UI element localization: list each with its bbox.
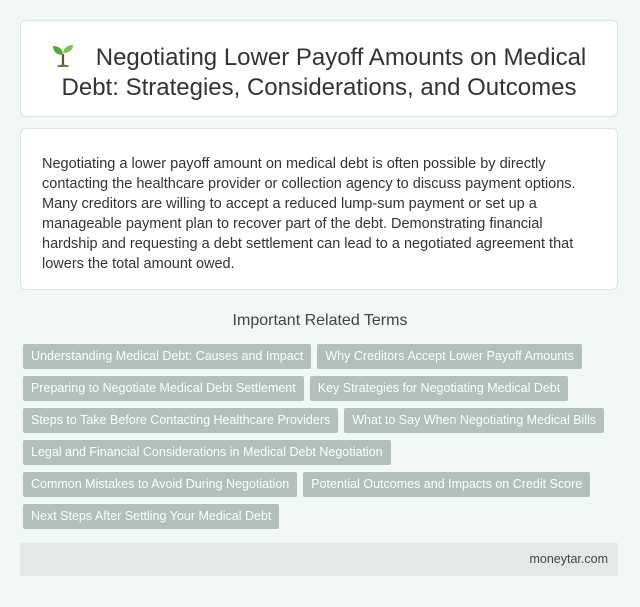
term-tag[interactable]: Preparing to Negotiate Medical Debt Settlement xyxy=(23,376,304,401)
term-row xyxy=(23,376,623,408)
term-tag[interactable]: What to Say When Negotiating Medical Bills xyxy=(344,408,604,433)
term-row xyxy=(23,504,623,536)
term-tag[interactable]: Steps to Take Before Contacting Healthcare Providers xyxy=(23,408,338,433)
term-tag[interactable]: Key Strategies for Negotiating Medical Debt xyxy=(310,376,569,401)
term-tag[interactable]: Why Creditors Accept Lower Payoff Amounts xyxy=(317,344,582,369)
footer-site-link[interactable]: moneytar.com xyxy=(529,552,608,566)
title-card xyxy=(20,20,618,117)
sprout-icon xyxy=(52,43,74,67)
term-row xyxy=(23,440,623,472)
term-tag[interactable]: Potential Outcomes and Impacts on Credit Score xyxy=(303,472,590,497)
summary-text: Negotiating a lower payoff amount on medical debt is often possible by directly contacting the healthcare provider or collection agency to discuss payment options. Many creditors are willing to accept a reduced lump-sum payment or set up a manageable payment plan to recover part of the debt. Demonstrating financial hardship and requesting a debt settlement can lead to a negotiated agreement that lowers the total amount owed. xyxy=(42,156,576,272)
term-tag[interactable]: Understanding Medical Debt: Causes and Impact xyxy=(23,344,311,369)
page-title xyxy=(45,43,593,103)
related-terms-heading: Important Related Terms xyxy=(232,312,408,329)
term-row xyxy=(23,344,623,376)
term-tag[interactable]: Next Steps After Settling Your Medical Debt xyxy=(23,504,279,529)
term-row xyxy=(23,472,623,504)
term-tag[interactable]: Common Mistakes to Avoid During Negotiation xyxy=(23,472,297,497)
summary-card xyxy=(20,128,618,290)
page-title-text: Negotiating Lower Payoff Amounts on Medical Debt: Strategies, Considerations, and Outcomes xyxy=(61,44,587,101)
term-tag[interactable]: Legal and Financial Considerations in Medical Debt Negotiation xyxy=(23,440,391,465)
related-terms-list xyxy=(23,344,623,536)
term-row xyxy=(23,408,623,440)
footer-bar xyxy=(20,543,618,576)
